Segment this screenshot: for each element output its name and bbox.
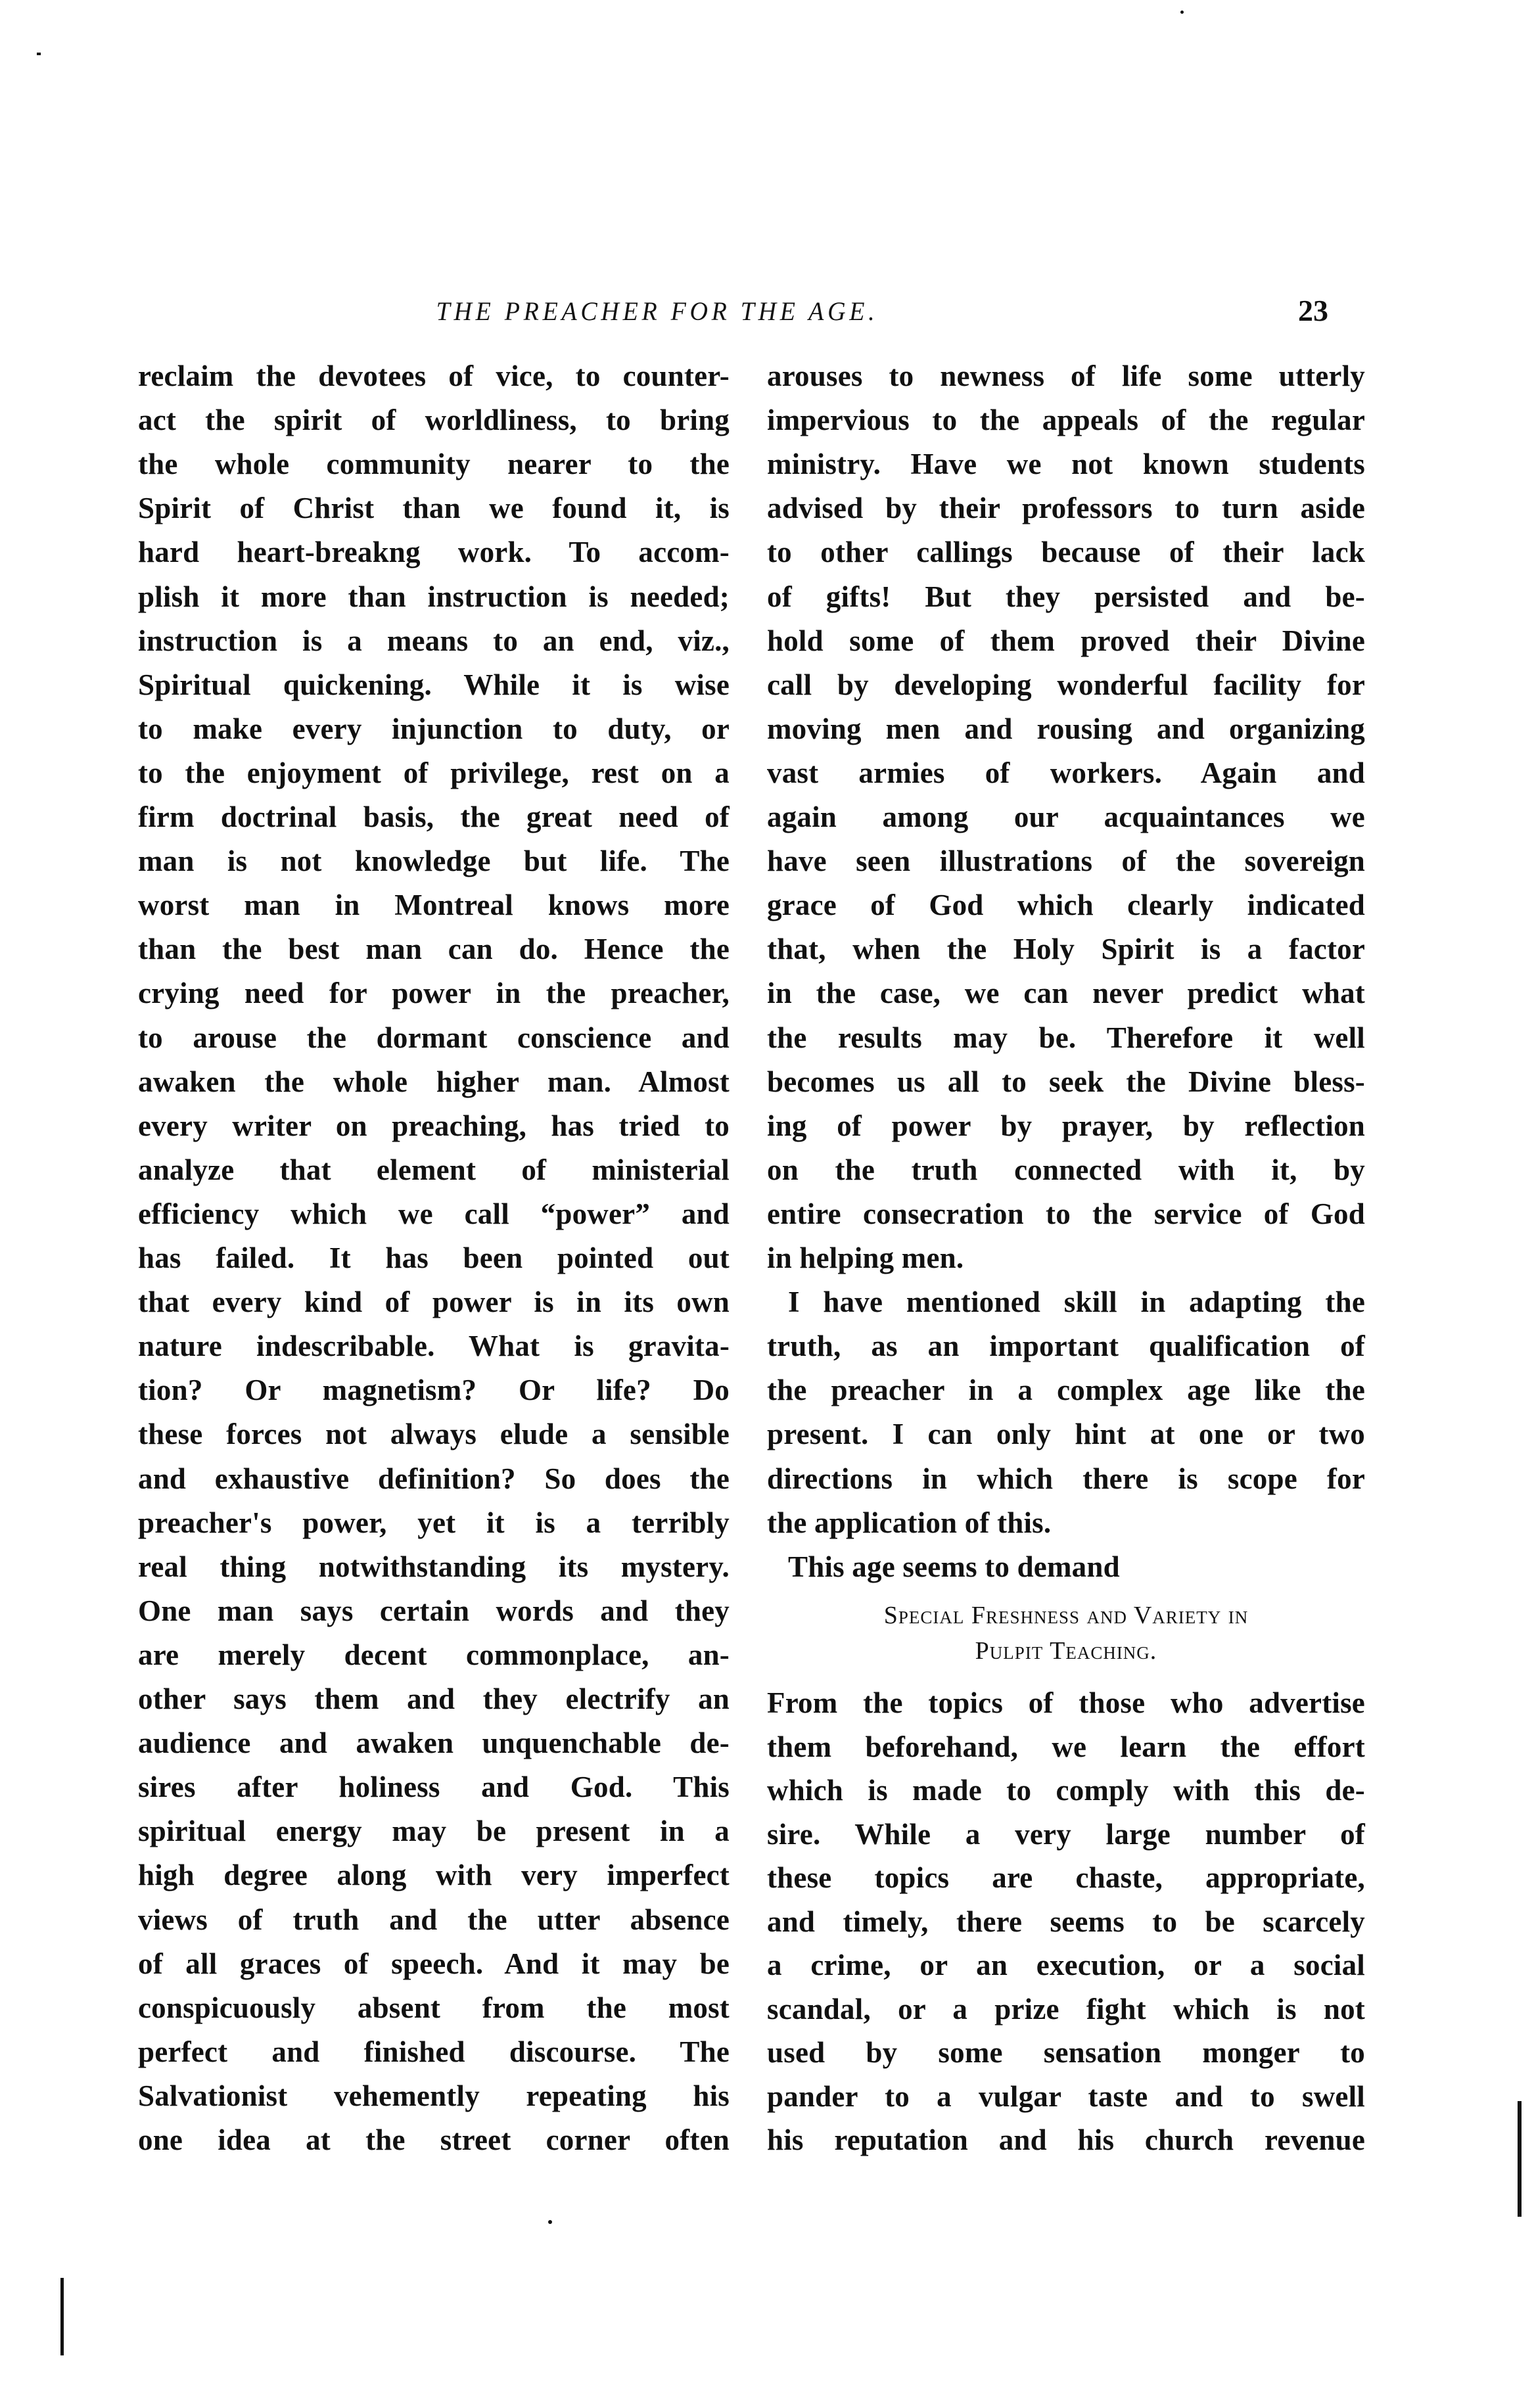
scan-speck	[1180, 11, 1184, 14]
text-line: a crime, or an execution, or a social	[767, 1949, 1365, 1981]
text-line: reclaim the devotees of vice, to counter-	[138, 359, 730, 392]
text-line: has failed. It has been pointed out	[138, 1241, 730, 1274]
text-line: than the best man can do. Hence the	[138, 933, 730, 966]
text-line: becomes us all to seek the Divine bless-	[767, 1065, 1365, 1098]
text-line: plish it more than instruction is needed;	[138, 580, 730, 613]
text-line: entire consecration to the service of God	[767, 1197, 1365, 1230]
text-line: From the topics of those who advertise	[767, 1686, 1365, 1719]
text-line: impervious to the appeals of the regular	[767, 404, 1365, 437]
text-line: to the enjoyment of privilege, rest on a	[138, 756, 730, 789]
text-line: high degree along with very imperfect	[138, 1859, 730, 1892]
text-line: awaken the whole higher man. Almost	[138, 1065, 730, 1098]
text-line: firm doctrinal basis, the great need of	[138, 800, 730, 833]
text-line: are merely decent commonplace, an-	[138, 1638, 730, 1671]
text-line: nature indescribable. What is gravita-	[138, 1330, 730, 1363]
text-line: ministry. Have we not known students	[767, 448, 1365, 481]
text-line: vast armies of workers. Again and	[767, 756, 1365, 789]
text-line: and timely, there seems to be scarcely	[767, 1905, 1365, 1938]
text-line: hard heart-breakng work. To accom-	[138, 536, 730, 569]
text-line: have seen illustrations of the sovereign	[767, 845, 1365, 878]
text-line: of all graces of speech. And it may be	[138, 1947, 730, 1980]
text-line: truth, as an important qualification of	[767, 1330, 1365, 1363]
section-heading-line-1: Special Freshness and Variety in	[883, 1602, 1249, 1629]
text-line: tion? Or magnetism? Or life? Do	[138, 1374, 730, 1407]
text-line: spiritual energy may be present in a	[138, 1815, 730, 1848]
text-line: every writer on preaching, has tried to	[138, 1109, 730, 1142]
text-line: real thing notwithstanding its mystery.	[138, 1550, 730, 1583]
text-line: other says them and they electrify an	[138, 1682, 730, 1715]
text-line: sires after holiness and God. This	[138, 1771, 730, 1804]
text-line: in helping men.	[767, 1241, 964, 1274]
text-line: one idea at the street corner often	[138, 2123, 730, 2156]
text-line: This age seems to demand	[788, 1550, 1120, 1583]
text-line: in the case, we can never predict what	[767, 977, 1365, 1010]
text-line: and exhaustive definition? So does the	[138, 1462, 730, 1495]
text-line: again among our acquaintances we	[767, 800, 1365, 833]
text-line: worst man in Montreal knows more	[138, 889, 730, 922]
text-line: advised by their professors to turn aside	[767, 492, 1365, 525]
text-line: the results may be. Therefore it well	[767, 1021, 1365, 1054]
text-line: used by some sensation monger to	[767, 2036, 1365, 2069]
text-line: that every kind of power is in its own	[138, 1285, 730, 1319]
text-line: moving men and rousing and organizing	[767, 712, 1365, 745]
text-line: I have mentioned skill in adapting the	[788, 1285, 1365, 1319]
text-line: on the truth connected with it, by	[767, 1153, 1365, 1186]
text-line: them beforehand, we learn the effort	[767, 1730, 1365, 1763]
text-line: directions in which there is scope for	[767, 1462, 1365, 1495]
text-line: the whole community nearer to the	[138, 448, 730, 481]
text-line: analyze that element of ministerial	[138, 1153, 730, 1186]
text-line: hold some of them proved their Divine	[767, 624, 1365, 657]
text-line: these topics are chaste, appropriate,	[767, 1861, 1365, 1894]
text-line: of gifts! But they persisted and be-	[767, 580, 1365, 613]
text-line: sire. While a very large number of	[767, 1817, 1365, 1851]
text-line: ing of power by prayer, by reflection	[767, 1109, 1365, 1142]
text-line: conspicuously absent from the most	[138, 1991, 730, 2024]
text-line: present. I can only hint at one or two	[767, 1418, 1365, 1451]
text-line: the application of this.	[767, 1506, 1052, 1539]
text-line: which is made to comply with this de-	[767, 1774, 1365, 1807]
text-line: preacher's power, yet it is a terribly	[138, 1506, 730, 1539]
text-line: perfect and finished discourse. The	[138, 2035, 730, 2068]
text-line: act the spirit of worldliness, to bring	[138, 404, 730, 437]
text-line: to make every injunction to duty, or	[138, 712, 730, 745]
scan-speck	[548, 2220, 552, 2224]
text-line: grace of God which clearly indicated	[767, 889, 1365, 922]
text-line: pander to a vulgar taste and to swell	[767, 2079, 1365, 2113]
text-line: arouses to newness of life some utterly	[767, 359, 1365, 392]
text-line: to arouse the dormant conscience and	[138, 1021, 730, 1054]
text-line: man is not knowledge but life. The	[138, 845, 730, 878]
text-line: scandal, or a prize fight which is not	[767, 1992, 1365, 2026]
running-title: THE PREACHER FOR THE AGE.	[436, 296, 879, 326]
text-line: to other callings because of their lack	[767, 536, 1365, 569]
page-number: 23	[1298, 294, 1328, 327]
text-line: Spiritual quickening. While it is wise	[138, 668, 730, 701]
text-line: call by developing wonderful facility for	[767, 668, 1365, 701]
scan-edge-mark	[1518, 2101, 1522, 2217]
text-line: Salvationist vehemently repeating his	[138, 2079, 730, 2112]
text-line: efficiency which we call “power” and	[138, 1197, 730, 1230]
text-line: his reputation and his church revenue	[767, 2123, 1365, 2156]
scan-edge-mark	[60, 2278, 64, 2355]
text-line: Spirit of Christ than we found it, is	[138, 492, 730, 525]
text-line: crying need for power in the preacher,	[138, 977, 730, 1010]
text-line: audience and awaken unquenchable de-	[138, 1726, 730, 1760]
text-line: instruction is a means to an end, viz.,	[138, 624, 730, 657]
text-line: One man says certain words and they	[138, 1594, 730, 1627]
text-line: these forces not always elude a sensible	[138, 1418, 730, 1451]
scan-speck	[37, 53, 41, 55]
text-line: that, when the Holy Spirit is a factor	[767, 933, 1365, 966]
text-line: the preacher in a complex age like the	[767, 1374, 1365, 1407]
text-line: views of truth and the utter absence	[138, 1903, 730, 1936]
section-heading-line-2: Pulpit Teaching.	[975, 1637, 1157, 1665]
